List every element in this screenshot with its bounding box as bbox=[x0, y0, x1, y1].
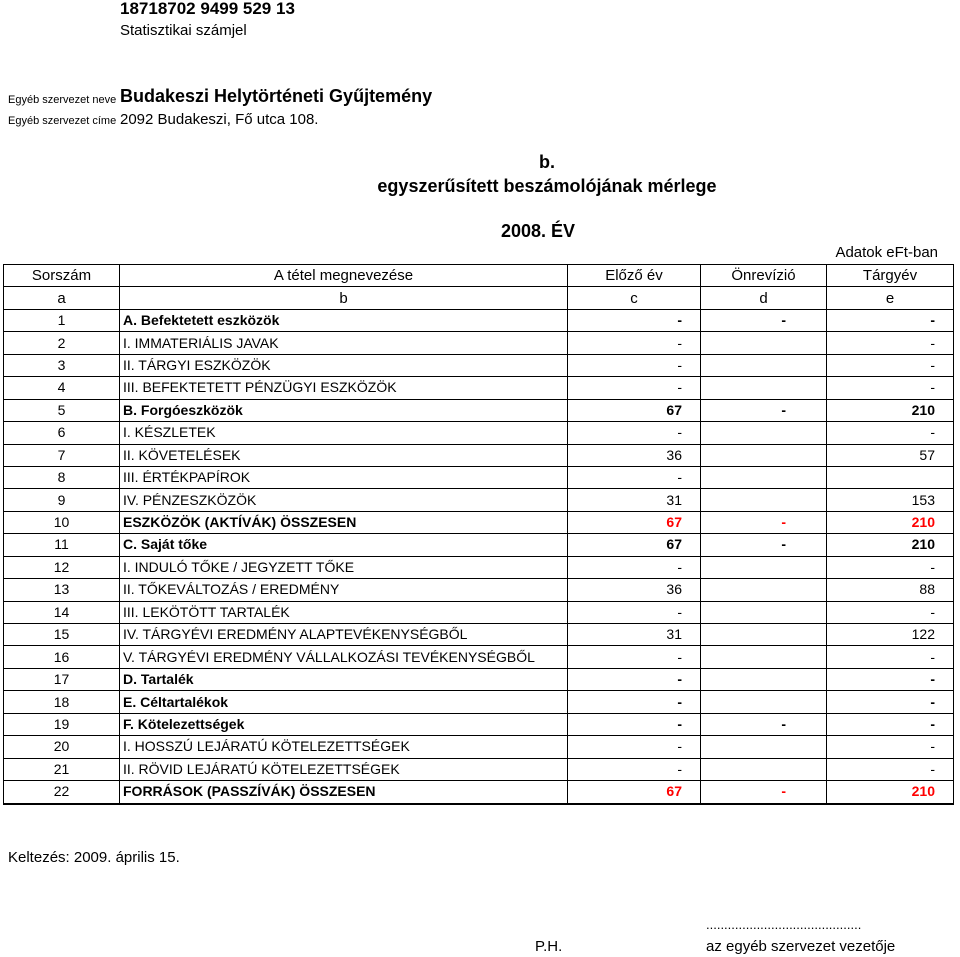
item-name: I. INDULÓ TŐKE / JEGYZETT TŐKE bbox=[120, 556, 568, 578]
item-name: IV. TÁRGYÉVI EREDMÉNY ALAPTEVÉKENYSÉGBŐL bbox=[120, 624, 568, 646]
table-row bbox=[4, 377, 954, 399]
row-number: 2 bbox=[4, 332, 120, 354]
current-year-value: - bbox=[827, 758, 954, 780]
row-number: 12 bbox=[4, 556, 120, 578]
current-year-value: 57 bbox=[827, 444, 954, 466]
item-name: III. BEFEKTETETT PÉNZÜGYI ESZKÖZÖK bbox=[120, 377, 568, 399]
table-row bbox=[4, 534, 954, 556]
prev-year-value: 31 bbox=[568, 489, 701, 511]
current-year-value: 210 bbox=[827, 399, 954, 421]
signatory-label: az egyéb szervezet vezetője bbox=[706, 938, 896, 955]
year-title: 2008. ÉV bbox=[500, 221, 576, 241]
table-row bbox=[4, 422, 954, 444]
current-year-value: 153 bbox=[827, 489, 954, 511]
item-name: III. LEKÖTÖTT TARTALÉK bbox=[120, 601, 568, 623]
prev-year-value: 67 bbox=[568, 399, 701, 421]
current-year-value: 122 bbox=[827, 624, 954, 646]
item-name: C. Saját tőke bbox=[120, 534, 568, 556]
revision-value: - bbox=[701, 399, 827, 421]
item-name: I. IMMATERIÁLIS JAVAK bbox=[120, 332, 568, 354]
current-year-value: - bbox=[827, 736, 954, 758]
row-number: 11 bbox=[4, 534, 120, 556]
table-row bbox=[4, 332, 954, 354]
revision-value bbox=[701, 332, 827, 354]
current-year-value bbox=[827, 466, 954, 488]
prev-year-value: - bbox=[568, 332, 701, 354]
column-letter: d bbox=[701, 287, 827, 309]
table-row bbox=[4, 736, 954, 758]
document-title: egyszerűsített beszámolójának mérlege bbox=[377, 176, 717, 196]
table-row bbox=[4, 444, 954, 466]
item-name: A. Befektetett eszközök bbox=[120, 309, 568, 331]
column-header: Sorszám bbox=[4, 265, 120, 287]
row-number: 18 bbox=[4, 691, 120, 713]
current-year-value: 88 bbox=[827, 579, 954, 601]
table-row bbox=[4, 758, 954, 780]
org-address-label: Egyéb szervezet címe bbox=[8, 115, 117, 127]
row-number: 14 bbox=[4, 601, 120, 623]
prev-year-value: - bbox=[568, 601, 701, 623]
prev-year-value: 67 bbox=[568, 511, 701, 533]
table-row bbox=[4, 489, 954, 511]
item-name: III. ÉRTÉKPAPÍROK bbox=[120, 466, 568, 488]
revision-value bbox=[701, 601, 827, 623]
item-name: I. HOSSZÚ LEJÁRATÚ KÖTELEZETTSÉGEK bbox=[120, 736, 568, 758]
row-number: 15 bbox=[4, 624, 120, 646]
prev-year-value: - bbox=[568, 466, 701, 488]
item-name: D. Tartalék bbox=[120, 668, 568, 690]
column-letter: c bbox=[568, 287, 701, 309]
row-number: 10 bbox=[4, 511, 120, 533]
table-row bbox=[4, 624, 954, 646]
column-header: A tétel megnevezése bbox=[120, 265, 568, 287]
item-name: E. Céltartalékok bbox=[120, 691, 568, 713]
row-number: 5 bbox=[4, 399, 120, 421]
current-year-value: - bbox=[827, 601, 954, 623]
current-year-value: - bbox=[827, 377, 954, 399]
column-letter-row bbox=[4, 287, 954, 309]
revision-value: - bbox=[701, 534, 827, 556]
row-number: 20 bbox=[4, 736, 120, 758]
table-row bbox=[4, 713, 954, 735]
org-address: 2092 Budakeszi, Fő utca 108. bbox=[120, 111, 319, 128]
prev-year-value: - bbox=[568, 736, 701, 758]
table-row bbox=[4, 556, 954, 578]
table-row bbox=[4, 399, 954, 421]
table-row bbox=[4, 579, 954, 601]
prev-year-value: - bbox=[568, 377, 701, 399]
column-header: Önrevízió bbox=[701, 265, 827, 287]
item-name: II. TÁRGYI ESZKÖZÖK bbox=[120, 354, 568, 376]
prev-year-value: - bbox=[568, 309, 701, 331]
item-name: B. Forgóeszközök bbox=[120, 399, 568, 421]
current-year-value: - bbox=[827, 332, 954, 354]
issue-date: Keltezés: 2009. április 15. bbox=[8, 849, 180, 866]
column-header: Előző év bbox=[568, 265, 701, 287]
prev-year-value: - bbox=[568, 556, 701, 578]
current-year-value: - bbox=[827, 309, 954, 331]
table-row bbox=[4, 781, 954, 804]
prev-year-value: - bbox=[568, 354, 701, 376]
row-number: 3 bbox=[4, 354, 120, 376]
column-letter: e bbox=[827, 287, 954, 309]
row-number: 17 bbox=[4, 668, 120, 690]
row-number: 6 bbox=[4, 422, 120, 444]
org-name-label: Egyéb szervezet neve bbox=[8, 94, 117, 106]
revision-value bbox=[701, 646, 827, 668]
item-name: IV. PÉNZESZKÖZÖK bbox=[120, 489, 568, 511]
item-name: II. KÖVETELÉSEK bbox=[120, 444, 568, 466]
prev-year-value: 67 bbox=[568, 781, 701, 804]
prev-year-value: - bbox=[568, 691, 701, 713]
row-number: 21 bbox=[4, 758, 120, 780]
revision-value: - bbox=[701, 713, 827, 735]
item-name: II. RÖVID LEJÁRATÚ KÖTELEZETTSÉGEK bbox=[120, 758, 568, 780]
prev-year-value: - bbox=[568, 646, 701, 668]
revision-value: - bbox=[701, 781, 827, 804]
revision-value bbox=[701, 444, 827, 466]
table-row bbox=[4, 511, 954, 533]
org-name: Budakeszi Helytörténeti Gyűjtemény bbox=[120, 86, 433, 106]
row-number: 16 bbox=[4, 646, 120, 668]
current-year-value: - bbox=[827, 354, 954, 376]
revision-value: - bbox=[701, 511, 827, 533]
table-row bbox=[4, 691, 954, 713]
unit-note: Adatok eFt-ban bbox=[835, 244, 938, 261]
column-letter: b bbox=[120, 287, 568, 309]
prev-year-value: - bbox=[568, 713, 701, 735]
balance-sheet-table bbox=[3, 264, 954, 805]
prev-year-value: - bbox=[568, 668, 701, 690]
current-year-value: - bbox=[827, 713, 954, 735]
table-row bbox=[4, 601, 954, 623]
revision-value bbox=[701, 579, 827, 601]
item-name: V. TÁRGYÉVI EREDMÉNY VÁLLALKOZÁSI TEVÉKENYSÉGBŐL bbox=[120, 646, 568, 668]
stat-id-number: 18718702 9499 529 13 bbox=[120, 0, 295, 18]
current-year-value: - bbox=[827, 556, 954, 578]
prev-year-value: 36 bbox=[568, 444, 701, 466]
table-row bbox=[4, 668, 954, 690]
prev-year-value: - bbox=[568, 422, 701, 444]
column-letter: a bbox=[4, 287, 120, 309]
revision-value bbox=[701, 691, 827, 713]
table-row bbox=[4, 354, 954, 376]
row-number: 7 bbox=[4, 444, 120, 466]
revision-value bbox=[701, 377, 827, 399]
current-year-value: - bbox=[827, 422, 954, 444]
row-number: 13 bbox=[4, 579, 120, 601]
column-header: Tárgyév bbox=[827, 265, 954, 287]
revision-value bbox=[701, 736, 827, 758]
row-number: 1 bbox=[4, 309, 120, 331]
revision-value bbox=[701, 758, 827, 780]
item-name: II. TŐKEVÁLTOZÁS / EREDMÉNY bbox=[120, 579, 568, 601]
table-row bbox=[4, 646, 954, 668]
item-name: F. Kötelezettségek bbox=[120, 713, 568, 735]
revision-value: - bbox=[701, 309, 827, 331]
prev-year-value: - bbox=[568, 758, 701, 780]
revision-value bbox=[701, 422, 827, 444]
row-number: 8 bbox=[4, 466, 120, 488]
prev-year-value: 36 bbox=[568, 579, 701, 601]
signature-line: ........................................... bbox=[706, 917, 862, 932]
stamp-placeholder: P.H. bbox=[535, 938, 563, 955]
current-year-value: - bbox=[827, 646, 954, 668]
row-number: 19 bbox=[4, 713, 120, 735]
current-year-value: 210 bbox=[827, 511, 954, 533]
table-row bbox=[4, 466, 954, 488]
item-name: ESZKÖZÖK (AKTÍVÁK) ÖSSZESEN bbox=[120, 511, 568, 533]
revision-value bbox=[701, 466, 827, 488]
item-name: FORRÁSOK (PASSZÍVÁK) ÖSSZESEN bbox=[120, 781, 568, 804]
revision-value bbox=[701, 668, 827, 690]
revision-value bbox=[701, 489, 827, 511]
row-number: 9 bbox=[4, 489, 120, 511]
current-year-value: 210 bbox=[827, 534, 954, 556]
current-year-value: 210 bbox=[827, 781, 954, 804]
prev-year-value: 31 bbox=[568, 624, 701, 646]
table-header-row bbox=[4, 265, 954, 287]
revision-value bbox=[701, 556, 827, 578]
title-prefix: b. bbox=[539, 152, 555, 172]
stat-id-label: Statisztikai számjel bbox=[120, 22, 247, 39]
row-number: 4 bbox=[4, 377, 120, 399]
current-year-value: - bbox=[827, 691, 954, 713]
revision-value bbox=[701, 624, 827, 646]
revision-value bbox=[701, 354, 827, 376]
table-row bbox=[4, 309, 954, 331]
current-year-value: - bbox=[827, 668, 954, 690]
prev-year-value: 67 bbox=[568, 534, 701, 556]
item-name: I. KÉSZLETEK bbox=[120, 422, 568, 444]
row-number: 22 bbox=[4, 781, 120, 804]
